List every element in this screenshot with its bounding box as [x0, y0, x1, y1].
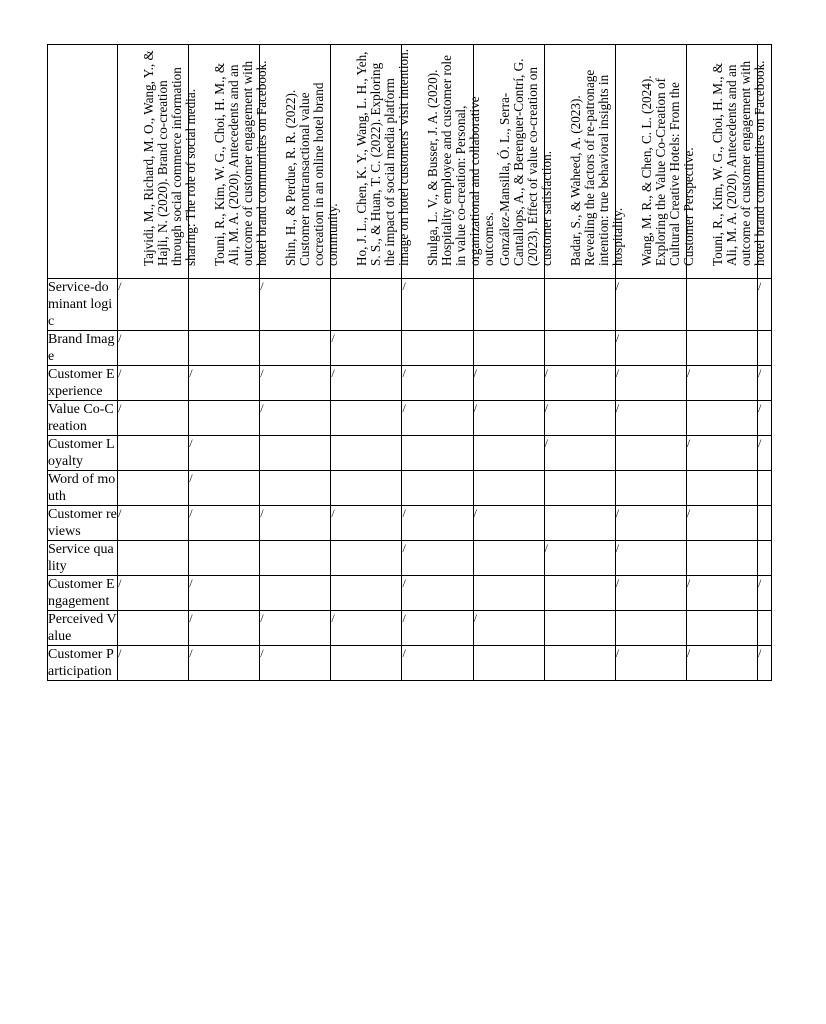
column-header [260, 45, 341, 279]
column-header-text: Shulga, L. V., & Busser, J. A. (2020). Hospitality employee and customer role in value co-creation: Personal, organizational and collaborative outcomes. [425, 55, 497, 266]
matrix-cell [189, 401, 260, 436]
matrix-cell [118, 331, 189, 366]
checkmark-slash: / [260, 366, 264, 380]
matrix-cell [331, 366, 402, 401]
matrix-cell [189, 541, 260, 576]
row-label: Service quality [48, 541, 118, 576]
column-header-text: Touni, R., Kim, W. G., Choi, H. M., & Ali, M. A. (2020). Antecedents and an outcome of customer engagement with hotel brand communities on Facebook. [212, 60, 270, 266]
checkmark-slash: / [615, 541, 620, 555]
column-header-text [782, 45, 826, 266]
checkmark-slash: / [189, 611, 193, 625]
matrix-cell [757, 541, 771, 576]
matrix-cell [118, 541, 189, 576]
column-header-text: Wang, M. R., & Chen, C. L. (2024). Exploring the Value Co-Creation of Cultural Creative Hotels: From the Customer Perspective. [638, 75, 696, 266]
matrix-cell [118, 279, 189, 331]
corner-cell [48, 45, 118, 279]
matrix-cell [544, 471, 615, 506]
matrix-cell [189, 646, 260, 681]
matrix-cell [615, 541, 686, 576]
column-header [544, 45, 625, 279]
matrix-cell [686, 401, 757, 436]
checkmark-slash: / [615, 366, 620, 380]
matrix-cell [331, 611, 402, 646]
checkmark-slash: / [473, 366, 477, 380]
matrix-cell [686, 366, 757, 401]
matrix-cell [260, 366, 331, 401]
matrix-cell [331, 576, 402, 611]
table-row [48, 506, 772, 541]
matrix-cell [260, 471, 331, 506]
checkmark-slash: / [757, 576, 762, 590]
checkmark-slash: / [118, 366, 122, 380]
matrix-cell [544, 576, 615, 611]
matrix-cell [757, 401, 771, 436]
column-header [757, 45, 771, 279]
matrix-cell [402, 576, 473, 611]
checkmark-slash: / [118, 646, 122, 660]
table-row [48, 576, 772, 611]
matrix-cell [331, 471, 402, 506]
row-label: Customer Loyalty [48, 436, 118, 471]
matrix-cell [686, 646, 757, 681]
checkmark-slash: / [402, 541, 406, 555]
matrix-cell [189, 366, 260, 401]
matrix-cell [402, 279, 473, 331]
matrix-cell [615, 436, 686, 471]
matrix-cell [544, 436, 615, 471]
column-header-text: Badar, S., & Waheed, A. (2023). Revealing the factors of re-patronage intention: true behavioral insights in hospitality. [567, 69, 625, 266]
matrix-cell [757, 576, 771, 611]
matrix-cell [402, 331, 473, 366]
matrix-cell [757, 506, 771, 541]
matrix-cell [473, 331, 544, 366]
checkmark-slash: / [686, 646, 691, 660]
checkmark-slash: / [260, 401, 264, 415]
matrix-cell [686, 541, 757, 576]
checkmark-slash: / [331, 366, 335, 380]
checkmark-slash: / [331, 506, 335, 520]
matrix-cell [615, 366, 686, 401]
column-header-text: Touni, R., Kim, W. G., Choi, H. M., & Ali, M. A. (2020). Antecedents and an outcome of customer engagement with hotel brand communities on Facebook. [709, 60, 767, 266]
matrix-cell [189, 576, 260, 611]
matrix-cell [544, 506, 615, 541]
checkmark-slash: / [544, 366, 548, 380]
matrix-cell [473, 279, 544, 331]
matrix-cell [189, 436, 260, 471]
row-label: Brand Image [48, 331, 118, 366]
checkmark-slash: / [331, 331, 335, 345]
matrix-cell [331, 506, 402, 541]
matrix-cell [260, 279, 331, 331]
matrix-cell [473, 506, 544, 541]
matrix-cell [260, 331, 331, 366]
matrix-cell [473, 576, 544, 611]
matrix-cell [615, 646, 686, 681]
matrix-cell [118, 401, 189, 436]
matrix-cell [402, 646, 473, 681]
checkmark-slash: / [615, 506, 620, 520]
matrix-cell [615, 576, 686, 611]
matrix-cell [615, 279, 686, 331]
document-page [47, 44, 772, 681]
checkmark-slash: / [757, 436, 762, 450]
checkmark-slash: / [473, 506, 477, 520]
matrix-cell [757, 436, 771, 471]
matrix-cell [615, 611, 686, 646]
checkmark-slash: / [757, 366, 762, 380]
checkmark-slash: / [544, 401, 548, 415]
table-row [48, 401, 772, 436]
row-label: Customer Participation [48, 646, 118, 681]
table-row [48, 366, 772, 401]
matrix-cell [757, 646, 771, 681]
checkmark-slash: / [473, 401, 477, 415]
checkmark-slash: / [189, 366, 193, 380]
matrix-cell [544, 611, 615, 646]
column-header [686, 45, 767, 279]
checkmark-slash: / [615, 576, 620, 590]
matrix-cell [260, 506, 331, 541]
row-label: Word of mouth [48, 471, 118, 506]
matrix-cell [615, 506, 686, 541]
checkmark-slash: / [118, 506, 122, 520]
table-row [48, 541, 772, 576]
table-row [48, 279, 772, 331]
checkmark-slash: / [544, 436, 548, 450]
checkmark-slash: / [686, 576, 691, 590]
column-header [615, 45, 696, 279]
matrix-cell [118, 366, 189, 401]
matrix-cell [260, 401, 331, 436]
checkmark-slash: / [757, 646, 762, 660]
checkmark-slash: / [260, 279, 264, 293]
matrix-cell [757, 331, 771, 366]
matrix-cell [189, 611, 260, 646]
checkmark-slash: / [189, 576, 193, 590]
matrix-cell [615, 471, 686, 506]
row-label: Perceived Value [48, 612, 117, 644]
checkmark-slash: / [402, 611, 406, 625]
checkmark-slash: / [686, 506, 691, 520]
matrix-cell [118, 436, 189, 471]
column-header [118, 45, 199, 279]
checkmark-slash: / [544, 541, 548, 555]
checkmark-slash: / [189, 471, 193, 485]
column-header-text: Ho, J. L., Chen, K. Y., Wang, L. H., Yeh, S. S., & Huan, T. C. (2022). Exploring the impact of social media platform image on hotel customers' visit intention. [354, 48, 412, 266]
row-label: Value Co-Creation [48, 401, 118, 436]
checkmark-slash: / [260, 506, 264, 520]
checkmark-slash: / [331, 611, 335, 625]
checkmark-slash: / [260, 611, 264, 625]
column-header [402, 45, 497, 279]
checkmark-slash: / [615, 401, 620, 415]
checkmark-slash: / [402, 506, 406, 520]
column-header [331, 45, 412, 279]
checkmark-slash: / [118, 401, 122, 415]
matrix-cell [260, 576, 331, 611]
matrix-cell [686, 471, 757, 506]
table-row [48, 471, 772, 506]
matrix-cell [118, 506, 189, 541]
matrix-cell [473, 611, 544, 646]
matrix-cell [686, 279, 757, 331]
matrix-cell [402, 506, 473, 541]
matrix-cell [331, 331, 402, 366]
matrix-cell [189, 331, 260, 366]
matrix-cell [260, 436, 331, 471]
column-header-text: González-Mansilla, Ó. L., Serra-Cantallops, A., & Berenguer-Contrí, G. (2023). Effect of value co-creation on customer satisfaction. [496, 58, 554, 266]
matrix-cell [473, 646, 544, 681]
matrix-cell [686, 331, 757, 366]
checkmark-slash: / [757, 279, 762, 293]
matrix-cell [544, 401, 615, 436]
column-header [473, 45, 554, 279]
row-label: Service-dominant logic [48, 279, 118, 331]
matrix-body [48, 279, 772, 681]
row-label: Customer Experience [48, 366, 118, 401]
matrix-cell [118, 646, 189, 681]
matrix-cell [686, 436, 757, 471]
checkmark-slash: / [402, 576, 406, 590]
checkmark-slash: / [118, 331, 122, 345]
matrix-cell [189, 279, 260, 331]
matrix-cell [260, 541, 331, 576]
checkmark-slash: / [757, 401, 762, 415]
table-row [48, 436, 772, 471]
matrix-cell [473, 366, 544, 401]
literature-matrix-table [47, 44, 772, 681]
matrix-cell [473, 436, 544, 471]
matrix-cell [686, 611, 757, 646]
row-label: Customer reviews [48, 507, 117, 539]
matrix-cell [331, 541, 402, 576]
matrix-cell [402, 401, 473, 436]
matrix-cell [544, 541, 615, 576]
matrix-cell [757, 366, 771, 401]
matrix-cell [402, 436, 473, 471]
matrix-cell [473, 541, 544, 576]
checkmark-slash: / [473, 611, 477, 625]
matrix-cell [118, 471, 189, 506]
matrix-cell [260, 611, 331, 646]
matrix-cell [331, 401, 402, 436]
matrix-cell [615, 401, 686, 436]
matrix-cell [473, 401, 544, 436]
matrix-cell [402, 471, 473, 506]
row-label: Customer Engagement [48, 576, 118, 611]
checkmark-slash: / [686, 436, 691, 450]
checkmark-slash: / [189, 436, 193, 450]
checkmark-slash: / [686, 366, 691, 380]
matrix-cell [544, 331, 615, 366]
checkmark-slash: / [402, 366, 406, 380]
matrix-cell [331, 279, 402, 331]
checkmark-slash: / [615, 279, 620, 293]
matrix-cell [544, 279, 615, 331]
matrix-cell [686, 506, 757, 541]
checkmark-slash: / [402, 401, 406, 415]
checkmark-slash: / [615, 331, 620, 345]
matrix-cell [757, 611, 771, 646]
checkmark-slash: / [260, 646, 264, 660]
checkmark-slash: / [189, 646, 193, 660]
column-header-text: Tajvidi, M., Richard, M. O., Wang, Y., & Hajli, N. (2020). Brand co-creation through social commerce information sharing: The role of social media. [141, 50, 199, 266]
matrix-cell [402, 611, 473, 646]
matrix-cell [757, 279, 771, 331]
checkmark-slash: / [615, 646, 620, 660]
header-row [48, 45, 772, 279]
column-header [189, 45, 270, 279]
column-header-text: Shin, H., & Perdue, R. R. (2022). Customer nontransactional value cocreation in an online hotel brand community. [283, 82, 341, 266]
matrix-cell [615, 331, 686, 366]
matrix-cell [118, 611, 189, 646]
matrix-cell [473, 471, 544, 506]
matrix-cell [260, 646, 331, 681]
matrix-cell [544, 646, 615, 681]
table-row [48, 331, 772, 366]
checkmark-slash: / [189, 506, 193, 520]
checkmark-slash: / [118, 576, 122, 590]
matrix-cell [402, 366, 473, 401]
matrix-cell [189, 471, 260, 506]
table-row [48, 646, 772, 681]
table-row [48, 611, 772, 646]
checkmark-slash: / [118, 279, 122, 293]
matrix-cell [544, 366, 615, 401]
matrix-cell [402, 541, 473, 576]
matrix-cell [118, 576, 189, 611]
matrix-cell [757, 471, 771, 506]
checkmark-slash: / [402, 646, 406, 660]
checkmark-slash: / [402, 279, 406, 293]
matrix-cell [686, 576, 757, 611]
matrix-cell [189, 506, 260, 541]
matrix-cell [331, 646, 402, 681]
matrix-cell [331, 436, 402, 471]
